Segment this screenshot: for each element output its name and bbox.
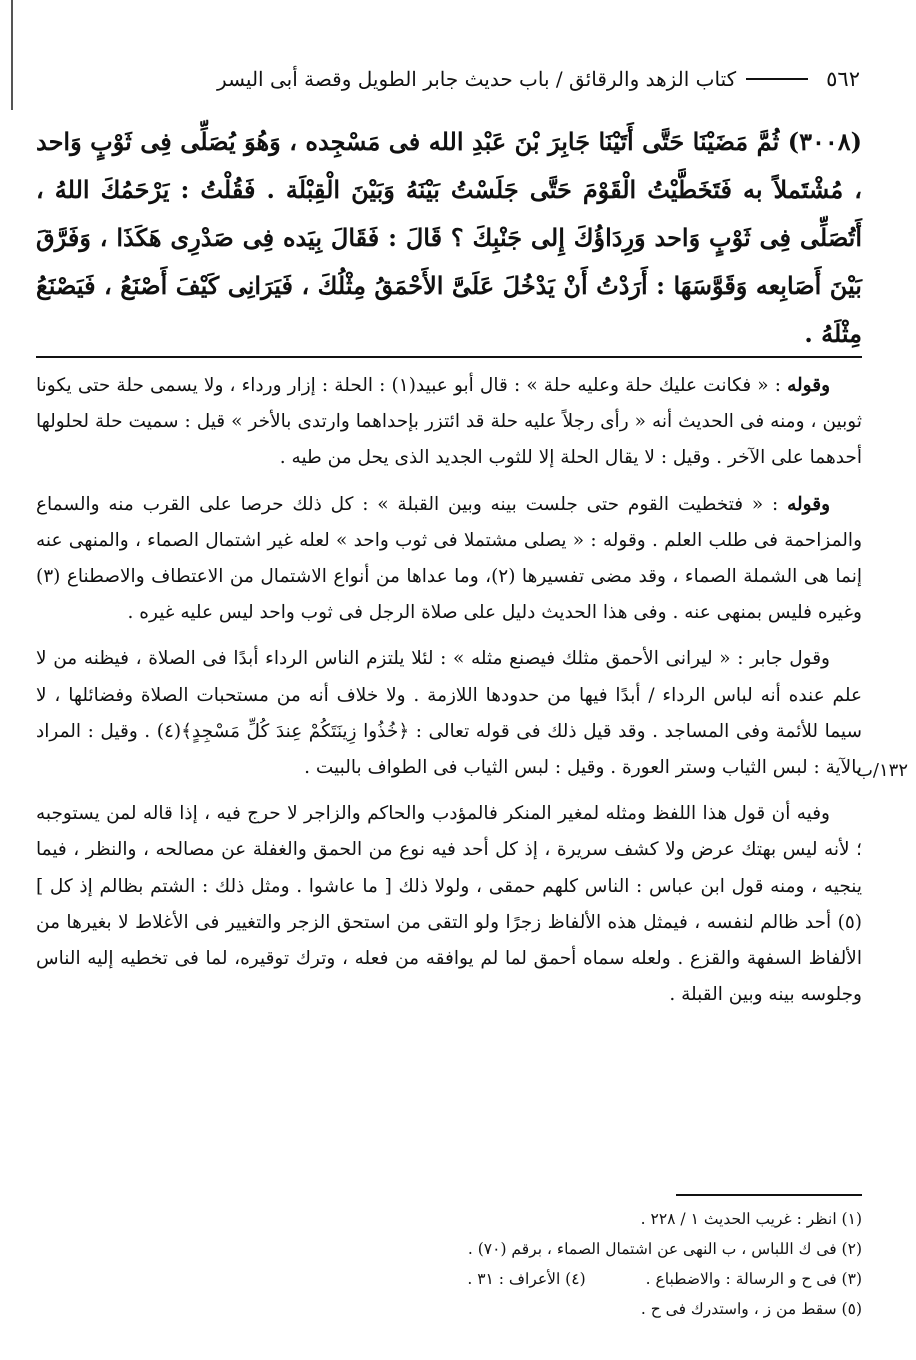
footnotes-block <box>36 1204 862 1324</box>
footnote-divider <box>676 1194 862 1196</box>
commentary-block <box>36 368 862 1013</box>
main-divider <box>36 356 862 358</box>
paragraph-lead: وقوله <box>787 493 830 515</box>
paragraph-text: : « فتخطيت القوم حتى جلست بينه وبين القبلة » : كل ذلك حرصا على القرب منه والسماع والمزاحمة فى طلب العلم . وقوله : « يصلى مشتملا فى ثوب واحد » لعله غير اشتمال الصماء ، والمنهى عنه إنما هى الشملة الصماء ، وقد مضى تفسيرها (٢)، وما عداها من أنواع الاشتمال من الاعتطاف والاصطناع (٣) وغيره فليس بمنهى عنه . وفى هذا الحديث دليل على صلاة الرجل فى ثوب واحد ليس عليه غيره . <box>36 493 863 624</box>
margin-folio-note: ١٣٢/ب <box>855 760 908 781</box>
footnote-1: (١) انظر : غريب الحديث ١ / ٢٢٨ . <box>640 1210 862 1228</box>
commentary-paragraph-2 <box>36 487 862 632</box>
binding-edge-line <box>11 0 13 110</box>
footnote-3: (٣) فى ح و الرسالة : والاضطباع . <box>645 1270 862 1288</box>
hadith-number: (٣٠٠٨) <box>787 127 862 156</box>
header-rule <box>746 78 808 80</box>
commentary-paragraph-1 <box>36 368 862 477</box>
footnote-2: (٢) فى ك اللباس ، ب النهى عن اشتمال الصماء ، برقم (٧٠) . <box>467 1240 862 1258</box>
running-title: كتاب الزهد والرقائق / باب حديث جابر الطويل وقصة أبى اليسر <box>217 67 737 91</box>
hadith-text: ثُمَّ مَضَيْنَا حَتَّى أَتَيْنَا جَابِرَ بْنَ عَبْدِ الله فى مَسْجِده ، وَهُوَ يُصَلِّى فِى ثَوْبٍ وَاحد ، مُشْتَملاً به فَتَخَطَّيْتُ الْقَوْمَ حَتَّى جَلَسْتُ بَيْنَهُ وَبَيْنَ الْقِبْلَة . فَقُلْتُ : يَرْحَمُكَ اللهُ ، أَتُصَلِّى فِى ثَوْبٍ وَاحد وَرِدَاؤُكَ إِلى جَنْبِكَ ؟ قَالَ : فَقَالَ بِيَده فِى صَدْرِى هَكَذَا ، وَفَرَّقَ بَيْنَ أَصَابِعه وَقَوَّسَهَا : أَرَدْتُ أَنْ يَدْخُلَ عَلَىَّ الأَحْمَقُ مِثْلُكَ ، فَيَرَانِى كَيْفَ أَصْنَعُ ، فَيَصْنَعُ مِثْلَهُ . <box>36 127 862 348</box>
paragraph-text: وقول جابر : « ليرانى الأحمق مثلك فيصنع مثله » : لئلا يلتزم الناس الرداء أبدًا فى الصلاة ، فيظنه من لا علم عنده أنه لباس الرداء / أبدًا فيها من حدودها اللازمة . ولا خلاف أنه من مستحبات الصلاة وفضائلها ، لا سيما للأئمة وفى المساجد . وقد قيل ذلك فى قوله تعالى : ﴿خُذُوا زِينَتَكُمْ عِندَ كُلِّ مَسْجِدٍ﴾(٤) . وقيل : المراد بالآية : لبس الثياب وستر العورة . وقيل : لبس الثياب فى الطواف بالبيت . <box>36 648 862 779</box>
commentary-paragraph-4 <box>36 796 862 1013</box>
hadith-text-block <box>36 118 862 358</box>
page-number: ٥٦٢ <box>826 67 860 91</box>
paragraph-lead: وقوله <box>787 375 830 396</box>
paragraph-text: وفيه أن قول هذا اللفظ ومثله لمغير المنكر فالمؤدب والحاكم والزاجر لا حرج فيه ، إذا قاله لمن يستوجبه ؛ لأنه ليس بهتك عرض ولا كشف سريرة ، إذ كل أحد فيه نوع من الحمق والغفلة عن مصالحه ، والنظر ، فيما ينجيه ، ومنه قول ابن عباس : الناس كلهم حمقى ، ولولا ذلك [ ما عاشوا . ومثل ذلك : الشتم بظالم إذ كل ](٥) أحد ظالم لنفسه ، فيمثل هذه الألفاظ زجرًا ولو التقى من استحق الزجر والتغيير فى الأغلاط لا بغيرها من الألفاظ السفهة والقزع . ولعله سماه أحمق لما لم يوافقه من فعله ، وترك توقيره، لما فى تخطيه إليه الناس وجلوسه بينه وبين القبلة . <box>36 803 862 1006</box>
page-header <box>40 64 860 94</box>
footnote-5: (٥) سقط من ز ، واستدرك فى ح . <box>640 1300 862 1318</box>
commentary-paragraph-3 <box>36 641 862 786</box>
paragraph-text: : « فكانت عليك حلة وعليه حلة » : قال أبو عبيد(١) : الحلة : إزار ورداء ، ولا يسمى حلة حتى يكونا ثوبين ، ومنه فى الحديث أنه « رأى رجلاً عليه حلة قد ائتزر بإحداهما وارتدى بالأخر » قيل : سميت حلة لحلولها أحدهما على الآخر . وقيل : لا يقال الحلة إلا للثوب الجديد الذى يحل من طيه . <box>36 375 862 469</box>
footnote-4: (٤) الأعراف : ٣١ . <box>467 1270 586 1288</box>
footnote-row <box>36 1264 862 1294</box>
